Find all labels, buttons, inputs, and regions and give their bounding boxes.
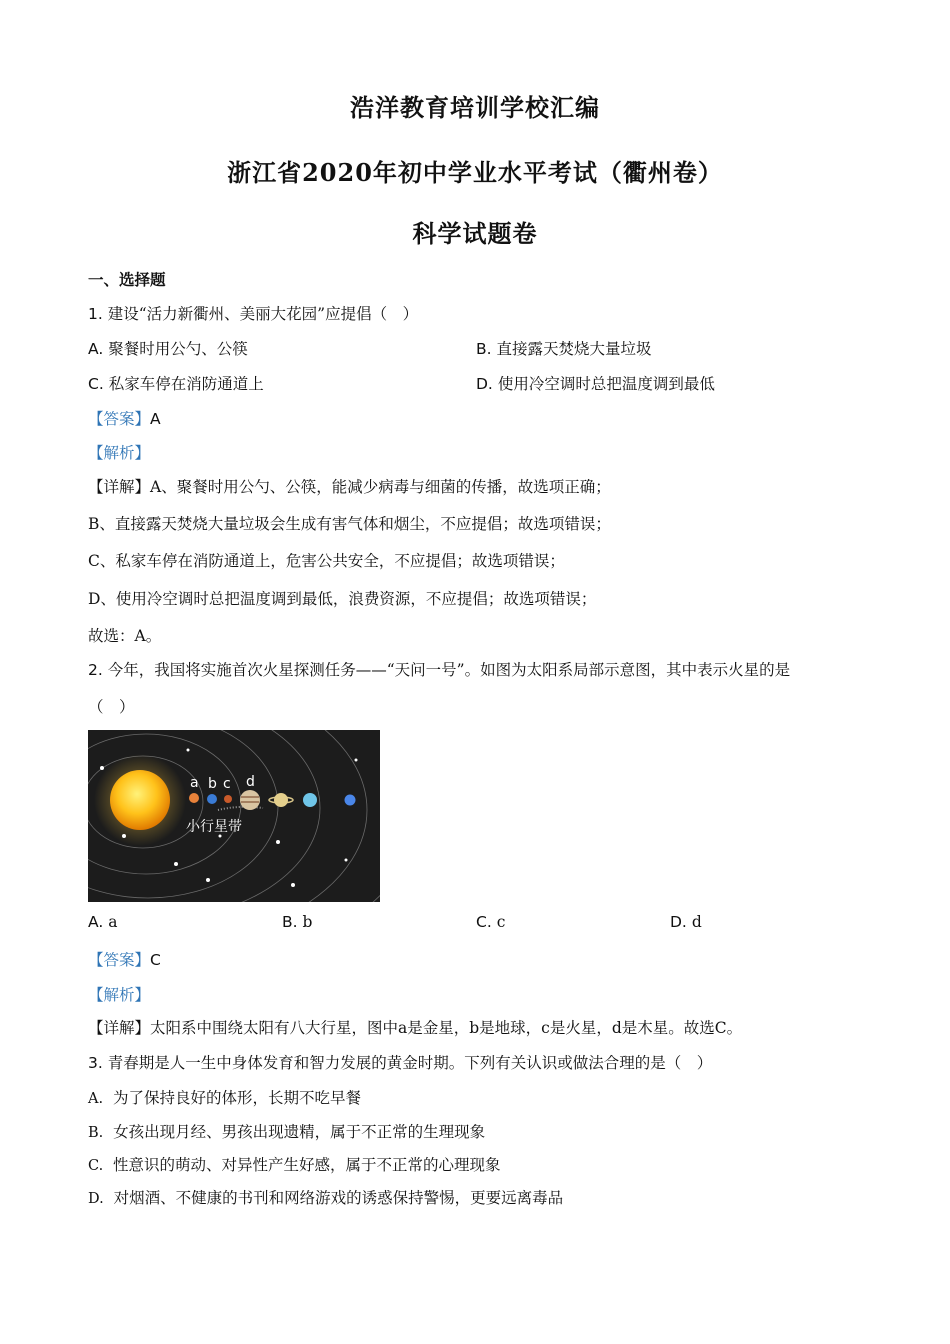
option-text: a [108,913,118,931]
option-text: 性意识的萌动、对异性产生好感，属于不正常的心理现象 [113,1156,501,1174]
option-label: B. [476,340,492,358]
option-label: B. [88,1125,104,1141]
exam-title: 浙江省2020年初中学业水平考试（衢州卷） [227,158,723,187]
q2-option-d [670,913,702,931]
q1-detail-line-4: D、使用冷空调时总把温度调到最低，浪费资源，不应提倡；故选项错误； [88,590,597,608]
q2-stem: 今年，我国将实施首次火星探测任务——“天问一号”。如图为太阳系局部示意图，其中表示火星的是 [107,661,791,679]
planet-saturn [274,793,288,807]
q3-option-c [88,1153,501,1175]
q2-analysis-tag: 【解析】 [88,986,151,1004]
q2-option-c [476,913,505,931]
school-title: 浩洋教育培训学校汇编 [350,93,600,122]
q1-option-c [88,372,264,394]
figure-label-a: a [190,775,199,791]
q1-stem: 建设“活力新衢州、美丽大花园”应提倡（ ） [107,305,419,323]
option-label: C. [88,375,104,393]
q1-detail-line-1 [88,475,611,497]
q3-option-d [88,1186,563,1208]
asteroid-belt-label: 小行星带 [186,819,242,835]
answer-tag: 【答案】 [88,951,151,969]
option-label: B. [282,913,298,931]
answer-value: A [150,410,161,428]
section-title: 一、选择题 [88,270,166,289]
solar-system-diagram [88,730,380,902]
paper-title: 科学试题卷 [412,219,538,248]
option-label: C. [476,913,492,931]
planet-a [189,793,199,803]
solar-system-figure [88,730,380,902]
option-label: C. [88,1158,104,1174]
figure-label-c: c [223,776,231,792]
planet-neptune [345,795,356,806]
option-label: A. [88,913,104,931]
q2-option-a [88,913,117,931]
option-label: D. [88,1191,104,1207]
q1-option-a [88,337,248,359]
option-label: D. [476,375,493,393]
option-text: 聚餐时用公勺、公筷 [108,340,248,358]
q1-conclusion: 故选：A。 [88,627,162,645]
detail-text: 太阳系中围绕太阳有八大行星，图中a是金星，b是地球，c是火星，d是木星。故选C。 [150,1019,743,1037]
planet-b [207,794,217,804]
q2-stem-line-1 [88,658,790,680]
q1-answer [88,407,161,429]
answer-tag: 【答案】 [88,410,151,428]
option-text: 直接露天焚烧大量垃圾 [496,340,652,358]
option-text: 为了保持良好的体形，长期不吃早餐 [112,1089,361,1107]
q1-analysis-tag: 【解析】 [88,444,151,462]
option-text: 私家车停在消防通道上 [108,375,264,393]
q3-stem: 青春期是人一生中身体发育和智力发展的黄金时期。下列有关认识或做法合理的是（ ） [107,1054,713,1072]
option-label: D. [670,913,687,931]
q2-option-b [282,913,312,931]
planet-c [224,795,232,803]
figure-label-d: d [246,774,255,790]
q2-number: 2. [88,661,103,679]
q2-detail [88,1016,742,1038]
q2-stem-line-2: （ ） [88,698,135,716]
q1-detail-line-3: C、私家车停在消防通道上，危害公共安全，不应提倡；故选项错误； [88,552,565,570]
option-text: 使用冷空调时总把温度调到最低 [497,375,715,393]
q1-number: 1. [88,305,103,323]
option-text: 对烟酒、不健康的书刊和网络游戏的诱惑保持警惕，更要远离毒品 [113,1189,564,1207]
q3-number: 3. [88,1054,103,1072]
q3-stem-line [88,1051,712,1073]
option-label: A. [88,340,104,358]
option-label: A. [88,1091,104,1107]
q1-option-b [476,337,652,359]
figure-label-b: b [208,776,217,792]
q3-option-a [88,1086,361,1108]
option-text: c [496,913,506,931]
q1-detail-line-2: B、直接露天焚烧大量垃圾会生成有害气体和烟尘，不应提倡；故选项错误； [88,515,611,533]
answer-value: C [150,951,161,969]
option-text: d [691,913,702,931]
planet-d [240,790,260,810]
sun [110,770,170,830]
detail-tag: 【详解】 [88,1019,151,1037]
option-text: b [302,913,313,931]
q3-option-b [88,1120,485,1142]
planet-uranus [303,793,317,807]
detail-text: A、聚餐时用公勺、公筷，能减少病毒与细菌的传播，故选项正确； [150,478,611,496]
q2-answer [88,948,161,970]
detail-tag: 【详解】 [88,478,151,496]
option-text: 女孩出现月经、男孩出现遗精，属于不正常的生理现象 [113,1123,486,1141]
q1-stem-line [88,302,418,324]
q1-option-d [476,372,715,394]
